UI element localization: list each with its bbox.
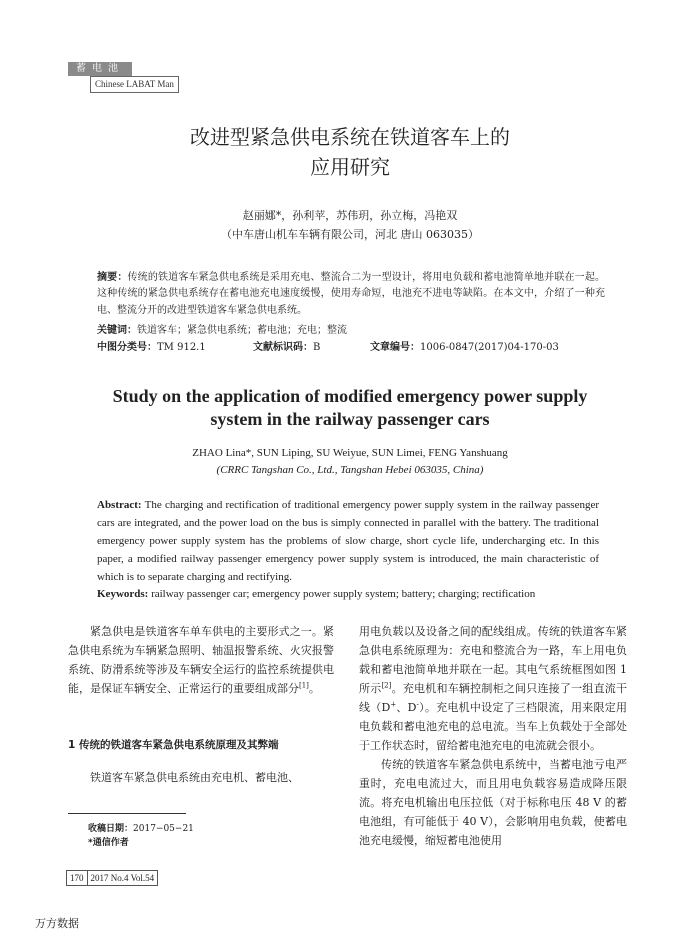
cn-authors: 赵丽娜*，孙利苹，苏伟玥，孙立梅，冯艳双 [242,209,458,222]
cn-keywords [97,323,605,339]
right-text-a: 用电负载以及设备之间的配线组成。传统的铁道客车紧急供电系统原理为：充电和整流合为一路，车上用电负载和蓄电池简单地并联在一起。其电气系统框图如图 1 所示 [359,625,627,695]
dc-minus: - [416,700,419,709]
doc-code-label: 文献标识码： [253,342,313,353]
right-paragraph-2: 传统的铁道客车紧急供电系统中，当蓄电池亏电严重时，充电电流过大，而且用电负载容易造成降压限流。将充电机输出电压拉低（对于标称电压 48 V 的蓄电池组，有可能低于 40 V），会影响用电负载，使蓄电池充电缓慢，缩短蓄电池使用 [359,758,627,847]
page-number: 170 [67,871,88,885]
intro-ref: [1] [299,681,309,690]
received-value: 2017−05−21 [133,824,194,834]
en-affiliation: (CRRC Tangshan Co., Ltd., Tangshan Hebei 063035, China) [216,464,484,476]
cn-keywords-text: 铁道客车；紧急供电系统；蓄电池；充电；整流 [137,325,347,336]
cn-abstract-text: 传统的铁道客车紧急供电系统是采用充电、整流合二为一型设计，将用电负载和蓄电池简单地并联在一起。这种传统的紧急供电系统存在蓄电池充电速度缓慢，使用寿命短，电池充不进电等缺陷。在本文中，介绍了一种充电、整流分开的改进型铁道客车紧急供电系统。 [97,272,606,316]
cn-doc-code [253,340,373,356]
cn-abstract-label: 摘要： [97,272,128,283]
en-title-line2: system in the railway passenger cars [210,409,490,429]
right-text-c: 、D [396,701,417,714]
en-abstract [97,496,599,586]
cn-keywords-label: 关键词： [97,325,137,336]
issue-info: 2017 No.4 Vol.54 [90,873,155,883]
corresponding-author: *通信作者 [88,838,129,848]
right-text-b: 。充电机和车辆控制柜之间只连接了一组直流干线（D [359,682,628,714]
dc-plus: + [390,700,397,709]
intro-text-end: 。 [308,682,320,695]
received-date [88,822,194,837]
right-ref: [2] [381,681,392,690]
cn-abstract [97,270,605,319]
intro-paragraph [68,622,334,698]
cn-title-line1: 改进型紧急供电系统在铁道客车上的 [190,125,510,149]
en-title-line1: Study on the application of modified emergency power supply [112,386,588,406]
cn-affiliation: （中车唐山机车车辆有限公司，河北 唐山 063035） [221,228,479,241]
en-abstract-label: Abstract: [97,499,142,511]
right-text-d: ）。充电机中设定了三档限流，用来限定用电负载和蓄电池充电的总电流。当车上负载处于全部处于工作状态时，留给蓄电池充电的电流就会很小。 [359,701,627,752]
article-no-value: 1006-0847(2017)04-170-03 [420,342,559,353]
intro-text: 紧急供电是铁道客车单车供电的主要形式之一。紧急供电系统为车辆紧急照明、轴温报警系统、火灾报警系统、防滑系统等涉及车辆安全运行的监控系统提供电能，是保证车辆安全、正常运行的重要组成部分 [68,625,334,695]
en-keywords-text: railway passenger car; emergency power supply system; battery; charging; rectification [151,588,536,600]
watermark: 万方数据 [35,917,79,930]
en-keywords [97,585,599,603]
right-paragraph-1 [359,622,627,755]
left-column-para2 [68,768,334,787]
cn-title-line2: 应用研究 [310,155,390,179]
section-tab: 蓄电池 [68,62,132,76]
footnote-divider [68,813,186,814]
section1-paragraph: 铁道客车紧急供电系统由充电机、蓄电池、 [90,771,299,784]
left-column [68,622,334,698]
cn-article-no [370,340,610,356]
clc-value: TM 912.1 [157,342,206,353]
section1-heading: 1 传统的铁道客车紧急供电系统原理及其弊端 [68,739,279,751]
en-keywords-label: Keywords: [97,588,149,600]
clc-label: 中图分类号： [97,342,157,353]
en-authors: ZHAO Lina*, SUN Liping, SU Weiyue, SUN Limei, FENG Yanshuang [192,447,508,459]
right-column [359,622,627,850]
page-footer [66,870,158,886]
received-label: 收稿日期： [88,824,134,834]
journal-name: Chinese LABAT Man [90,76,179,93]
doc-code-value: B [313,342,321,353]
article-no-label: 文章编号： [370,342,420,353]
en-abstract-text: The charging and rectification of traditional emergency power supply system in the railway passenger cars are integrated, and the power load on the bus is simply connected in parallel with the battery. The traditional emergency power supply system has the problems of slow charge, short cycle life, undercharging etc. In this paper, a modified railway passenger emergency power supply system is introduced, the main characteristic of which is to separate charging and rectifying. [97,499,599,583]
